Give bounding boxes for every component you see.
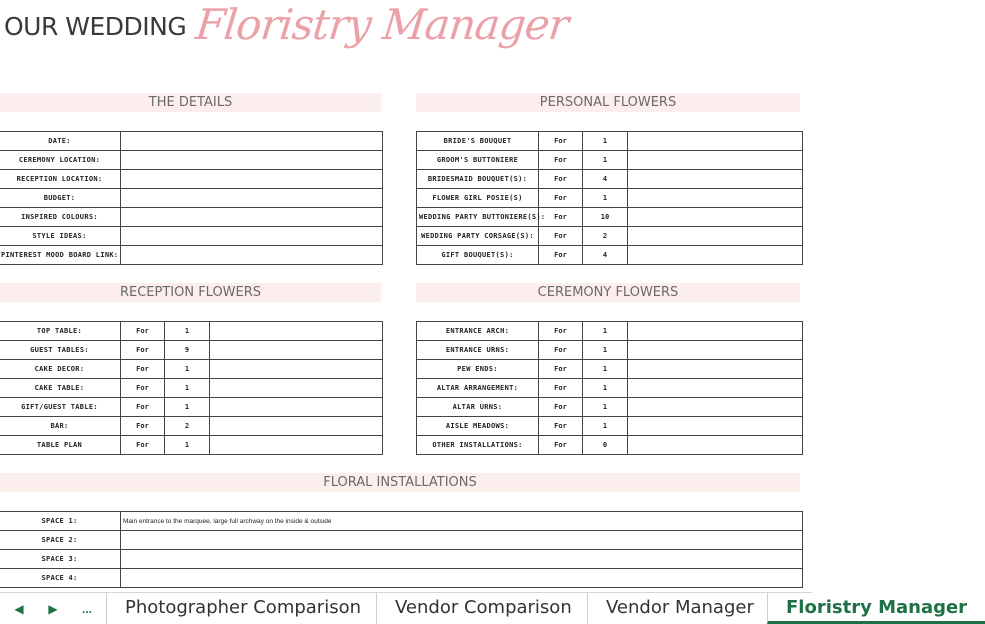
table-row — [0, 132, 383, 151]
details-label: PINTEREST MOOD BOARD LINK: — [0, 246, 121, 265]
personal-flowers-quantity-cell[interactable]: 4 — [583, 170, 628, 189]
personal-flowers-for-cell[interactable]: For — [539, 189, 583, 208]
table-row — [417, 189, 803, 208]
table-row — [417, 341, 803, 360]
ceremony-flowers-notes-cell[interactable] — [628, 379, 803, 398]
table-row — [0, 322, 383, 341]
tab-floristry-manager[interactable]: Floristry Manager — [767, 593, 985, 624]
details-value-cell[interactable] — [121, 170, 383, 189]
personal-flowers-quantity-cell[interactable]: 10 — [583, 208, 628, 227]
ceremony-flowers-label: OTHER INSTALLATIONS: — [417, 436, 539, 455]
ceremony-flowers-quantity-cell[interactable]: 1 — [583, 341, 628, 360]
reception-flowers-for-cell[interactable]: For — [121, 341, 165, 360]
installation-value-cell[interactable] — [121, 550, 803, 569]
table-row — [417, 322, 803, 341]
table-row — [417, 436, 803, 455]
ceremony-flowers-for-cell[interactable]: For — [539, 379, 583, 398]
installation-label: SPACE 2: — [0, 531, 121, 550]
personal-flowers-notes-cell[interactable] — [628, 246, 803, 265]
installation-label: SPACE 3: — [0, 550, 121, 569]
table-row — [417, 170, 803, 189]
table-row — [417, 208, 803, 227]
personal-flowers-quantity-cell[interactable]: 4 — [583, 246, 628, 265]
details-label: BUDGET: — [0, 189, 121, 208]
tab-photographer-comparison[interactable]: Photographer Comparison — [106, 593, 379, 624]
details-value-cell[interactable] — [121, 132, 383, 151]
reception-flowers-notes-cell[interactable] — [210, 379, 383, 398]
ceremony-flowers-label: ENTRANCE URNS: — [417, 341, 539, 360]
table-row — [0, 341, 383, 360]
reception-flowers-label: CAKE DECOR: — [0, 360, 121, 379]
reception-flowers-notes-cell[interactable] — [210, 322, 383, 341]
reception-flowers-quantity-cell[interactable]: 1 — [165, 322, 210, 341]
personal-flowers-for-cell[interactable]: For — [539, 208, 583, 227]
personal-flowers-quantity-cell[interactable]: 1 — [583, 189, 628, 208]
details-heading: THE DETAILS — [0, 93, 381, 112]
ceremony-flowers-label: AISLE MEADOWS: — [417, 417, 539, 436]
installation-value-cell[interactable]: Main entrance to the marquee, large full archway on the inside & outside — [121, 512, 803, 531]
ceremony-flowers-label: PEW ENDS: — [417, 360, 539, 379]
reception-flowers-heading: RECEPTION FLOWERS — [0, 283, 381, 302]
ceremony-flowers-table — [416, 321, 803, 455]
floral-installations-heading: FLORAL INSTALLATIONS — [0, 473, 800, 492]
ceremony-flowers-notes-cell[interactable] — [628, 436, 803, 455]
personal-flowers-for-cell[interactable]: For — [539, 132, 583, 151]
personal-flowers-quantity-cell[interactable]: 2 — [583, 227, 628, 246]
ceremony-flowers-for-cell[interactable]: For — [539, 398, 583, 417]
personal-flowers-notes-cell[interactable] — [628, 151, 803, 170]
ceremony-flowers-quantity-cell[interactable]: 1 — [583, 398, 628, 417]
ceremony-flowers-heading: CEREMONY FLOWERS — [416, 283, 800, 302]
reception-flowers-label: GUEST TABLES: — [0, 341, 121, 360]
reception-flowers-for-cell[interactable]: For — [121, 436, 165, 455]
table-row — [0, 189, 383, 208]
details-value-cell[interactable] — [121, 227, 383, 246]
personal-flowers-label: BRIDE'S BOUQUET — [417, 132, 539, 151]
table-row — [0, 512, 803, 531]
personal-flowers-label: BRIDESMAID BOUQUET(S): — [417, 170, 539, 189]
personal-flowers-notes-cell[interactable] — [628, 227, 803, 246]
reception-flowers-for-cell[interactable]: For — [121, 322, 165, 341]
details-value-cell[interactable] — [121, 189, 383, 208]
ceremony-flowers-label: ALTAR ARRANGEMENT: — [417, 379, 539, 398]
installation-value-cell[interactable] — [121, 569, 803, 588]
installation-label: SPACE 1: — [0, 512, 121, 531]
personal-flowers-for-cell[interactable]: For — [539, 246, 583, 265]
ceremony-flowers-notes-cell[interactable] — [628, 360, 803, 379]
reception-flowers-quantity-cell[interactable]: 1 — [165, 379, 210, 398]
details-value-cell[interactable] — [121, 246, 383, 265]
ceremony-flowers-for-cell[interactable]: For — [539, 360, 583, 379]
reception-flowers-table — [0, 321, 383, 455]
table-row — [0, 360, 383, 379]
table-row — [0, 436, 383, 455]
table-row — [417, 379, 803, 398]
reception-flowers-notes-cell[interactable] — [210, 360, 383, 379]
ceremony-flowers-quantity-cell[interactable]: 1 — [583, 322, 628, 341]
reception-flowers-label: BAR: — [0, 417, 121, 436]
personal-flowers-label: FLOWER GIRL POSIE(S) — [417, 189, 539, 208]
table-row — [0, 246, 383, 265]
personal-flowers-notes-cell[interactable] — [628, 132, 803, 151]
ceremony-flowers-for-cell[interactable]: For — [539, 417, 583, 436]
reception-flowers-for-cell[interactable]: For — [121, 398, 165, 417]
table-row — [0, 417, 383, 436]
personal-flowers-label: WEDDING PARTY CORSAGE(S): — [417, 227, 539, 246]
details-label: CEREMONY LOCATION: — [0, 151, 121, 170]
personal-flowers-heading: PERSONAL FLOWERS — [416, 93, 800, 112]
personal-flowers-table — [416, 131, 803, 265]
reception-flowers-label: GIFT/GUEST TABLE: — [0, 398, 121, 417]
reception-flowers-for-cell[interactable]: For — [121, 379, 165, 398]
tab-vendor-comparison[interactable]: Vendor Comparison — [376, 593, 590, 624]
table-row — [0, 151, 383, 170]
table-row — [417, 398, 803, 417]
ceremony-flowers-quantity-cell[interactable]: 1 — [583, 417, 628, 436]
ceremony-flowers-quantity-cell[interactable]: 1 — [583, 360, 628, 379]
reception-flowers-notes-cell[interactable] — [210, 398, 383, 417]
personal-flowers-for-cell[interactable]: For — [539, 227, 583, 246]
page-subtitle: Floristry Manager — [193, 0, 571, 49]
personal-flowers-label: WEDDING PARTY BUTTONIERE(S): — [417, 208, 539, 227]
details-table — [0, 131, 383, 265]
personal-flowers-label: GROOM'S BUTTONIERE — [417, 151, 539, 170]
details-value-cell[interactable] — [121, 151, 383, 170]
personal-flowers-label: GIFT BOUQUET(S): — [417, 246, 539, 265]
ceremony-flowers-for-cell[interactable]: For — [539, 322, 583, 341]
reception-flowers-quantity-cell[interactable]: 9 — [165, 341, 210, 360]
personal-flowers-notes-cell[interactable] — [628, 208, 803, 227]
details-label: INSPIRED COLOURS: — [0, 208, 121, 227]
table-row — [0, 379, 383, 398]
details-label: RECEPTION LOCATION: — [0, 170, 121, 189]
ceremony-flowers-notes-cell[interactable] — [628, 341, 803, 360]
reception-flowers-quantity-cell[interactable]: 1 — [165, 360, 210, 379]
personal-flowers-for-cell[interactable]: For — [539, 170, 583, 189]
details-label: STYLE IDEAS: — [0, 227, 121, 246]
personal-flowers-notes-cell[interactable] — [628, 170, 803, 189]
ceremony-flowers-label: ALTAR URNS: — [417, 398, 539, 417]
reception-flowers-notes-cell[interactable] — [210, 341, 383, 360]
table-row — [0, 170, 383, 189]
sheet-tab-bar — [0, 592, 968, 623]
ceremony-flowers-quantity-cell[interactable]: 1 — [583, 379, 628, 398]
table-row — [0, 398, 383, 417]
ceremony-flowers-quantity-cell[interactable]: 0 — [583, 436, 628, 455]
table-row — [417, 360, 803, 379]
page-title: OUR WEDDING — [4, 12, 187, 41]
reception-flowers-label: CAKE TABLE: — [0, 379, 121, 398]
reception-flowers-quantity-cell[interactable]: 1 — [165, 436, 210, 455]
reception-flowers-for-cell[interactable]: For — [121, 417, 165, 436]
installation-label: SPACE 4: — [0, 569, 121, 588]
personal-flowers-for-cell[interactable]: For — [539, 151, 583, 170]
reception-flowers-quantity-cell[interactable]: 2 — [165, 417, 210, 436]
table-row — [417, 246, 803, 265]
reception-flowers-notes-cell[interactable] — [210, 436, 383, 455]
reception-flowers-label: TABLE PLAN — [0, 436, 121, 455]
table-row — [0, 569, 803, 588]
ceremony-flowers-for-cell[interactable]: For — [539, 341, 583, 360]
table-row — [417, 151, 803, 170]
table-row — [417, 227, 803, 246]
ceremony-flowers-notes-cell[interactable] — [628, 417, 803, 436]
ceremony-flowers-for-cell[interactable]: For — [539, 436, 583, 455]
table-row — [417, 417, 803, 436]
reception-flowers-for-cell[interactable]: For — [121, 360, 165, 379]
scroll-tabs-right-icon[interactable]: ▶ — [48, 602, 58, 616]
table-row — [0, 208, 383, 227]
table-row — [0, 227, 383, 246]
tab-vendor-manager[interactable]: Vendor Manager — [587, 593, 772, 624]
reception-flowers-notes-cell[interactable] — [210, 417, 383, 436]
table-row — [0, 550, 803, 569]
more-tabs-button[interactable]: ... — [81, 602, 92, 616]
details-value-cell[interactable] — [121, 208, 383, 227]
reception-flowers-quantity-cell[interactable]: 1 — [165, 398, 210, 417]
ceremony-flowers-notes-cell[interactable] — [628, 398, 803, 417]
scroll-tabs-left-icon[interactable]: ◀ — [14, 602, 24, 616]
details-label: DATE: — [0, 132, 121, 151]
ceremony-flowers-label: ENTRANCE ARCH: — [417, 322, 539, 341]
table-row — [417, 132, 803, 151]
table-row — [0, 531, 803, 550]
installation-value-cell[interactable] — [121, 531, 803, 550]
reception-flowers-label: TOP TABLE: — [0, 322, 121, 341]
ceremony-flowers-notes-cell[interactable] — [628, 322, 803, 341]
personal-flowers-notes-cell[interactable] — [628, 189, 803, 208]
personal-flowers-quantity-cell[interactable]: 1 — [583, 151, 628, 170]
floral-installations-table — [0, 511, 803, 588]
personal-flowers-quantity-cell[interactable]: 1 — [583, 132, 628, 151]
